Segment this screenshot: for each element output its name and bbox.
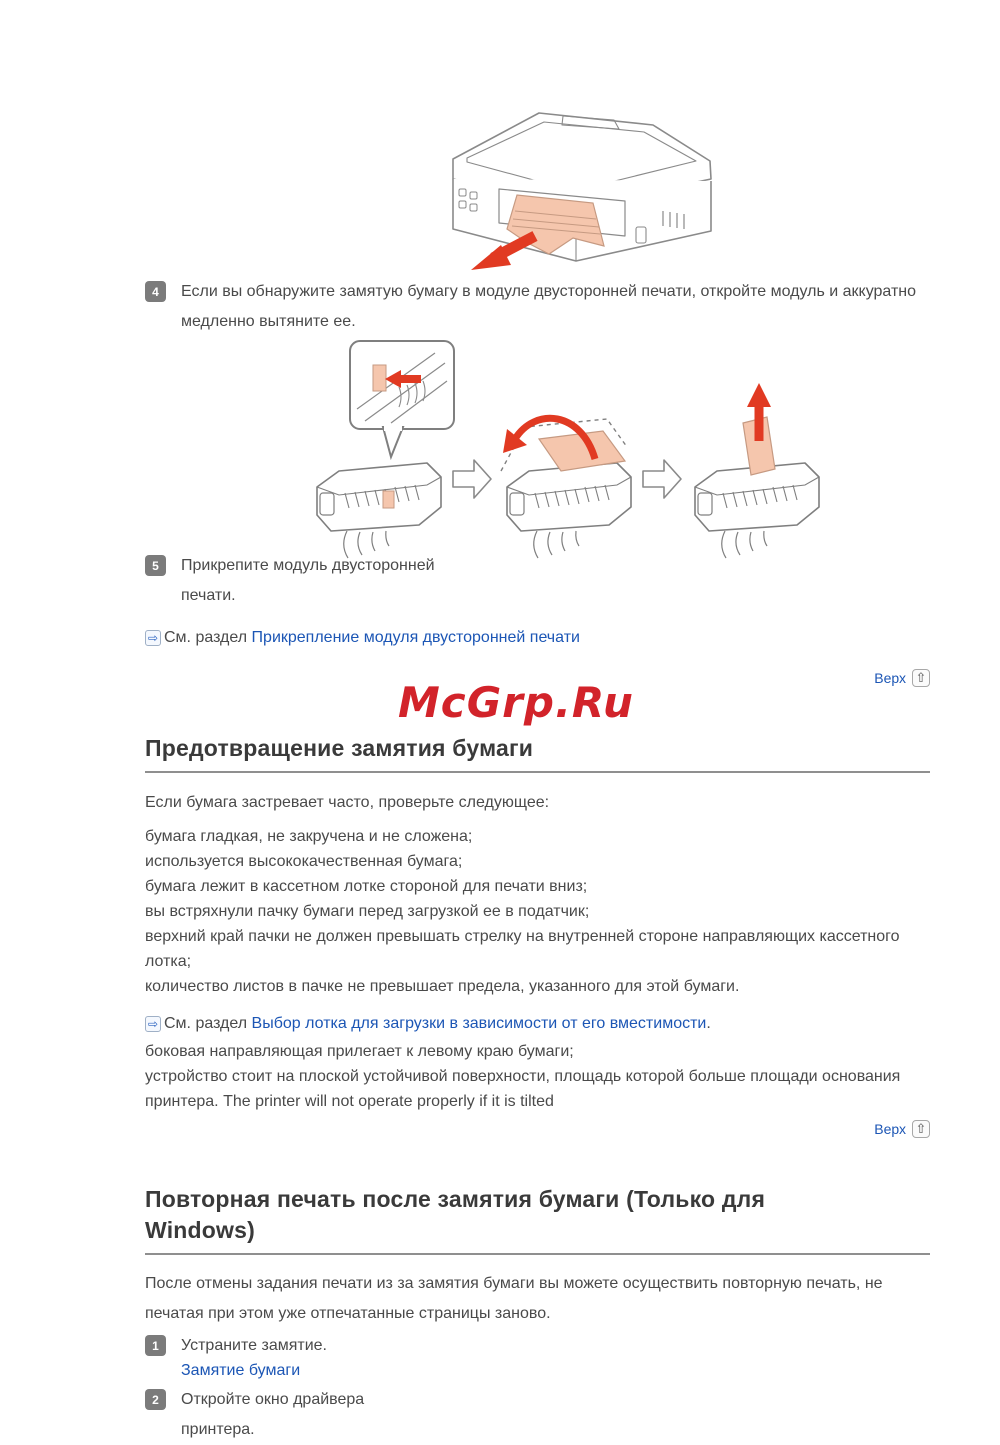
duplex-stage-2 — [501, 418, 631, 558]
see-also-1 — [145, 625, 930, 651]
section-title-reprint: Повторная печать после замятия бумаги (Только для Windows) — [145, 1186, 766, 1243]
site-watermark: McGrp.Ru — [398, 678, 634, 727]
checklist-item: верхний край пачки не должен превышать стрелку на внутренней стороне направляющих кассетного лотка; — [145, 928, 900, 970]
step-number-badge: 5 — [145, 555, 166, 576]
checklist-item: бумага лежит в кассетном лотке стороной для печати вниз; — [145, 878, 588, 895]
back-to-top-link[interactable]: Верх — [874, 1121, 906, 1137]
see-also-suffix: . — [706, 1015, 711, 1032]
step-4 — [145, 277, 930, 337]
sequence-arrow-2 — [643, 460, 681, 498]
duplex-stage-3 — [695, 383, 819, 558]
section2-intro: После отмены задания печати из за замятия бумаги вы можете осуществить повторную печать, не печатая при этом уже отпечатанные страницы заново. — [145, 1275, 883, 1322]
section-title-prevent-jam: Предотвращение замятия бумаги — [145, 735, 534, 761]
printer-jam-figure — [413, 95, 725, 271]
step-number-badge: 4 — [145, 281, 166, 302]
reprint-step-2 — [145, 1385, 930, 1445]
reprint-step-2-text: Откройте окно драйвера принтера. — [181, 1391, 365, 1438]
step-number-badge: 1 — [145, 1335, 166, 1356]
see-also-prefix: См. раздел — [164, 1015, 248, 1032]
sequence-arrow-1 — [453, 460, 491, 498]
section-divider — [145, 1253, 930, 1255]
checklist-item: устройство стоит на плоской устойчивой поверхности, площадь которой больше площади основания принтера. The printer will not operate properly if it is tilted — [145, 1068, 901, 1110]
step-5 — [145, 551, 930, 611]
section1-intro: Если бумага застревает часто, проверьте следующее: — [145, 794, 550, 811]
back-to-top-link[interactable]: Верх — [874, 670, 906, 686]
see-also-prefix: См. раздел — [164, 629, 248, 646]
link-attach-duplex-module[interactable]: Прикрепление модуля двусторонней печати — [251, 629, 580, 646]
callout-box — [350, 341, 454, 457]
reprint-step-1 — [145, 1331, 930, 1359]
see-also-2 — [145, 1011, 930, 1037]
checklist-item: используется высококачественная бумага; — [145, 853, 463, 870]
back-to-top-row — [145, 1118, 930, 1140]
duplex-module-figure — [295, 339, 795, 541]
reprint-step-1-text: Устраните замятие. — [181, 1337, 327, 1354]
checklist-item: боковая направляющая прилегает к левому краю бумаги; — [145, 1043, 574, 1060]
jump-arrow-icon: ⇨ — [145, 1016, 161, 1032]
link-paper-jam[interactable]: Замятие бумаги — [181, 1362, 301, 1379]
checklist-continued — [145, 1039, 930, 1114]
jump-arrow-icon: ⇨ — [145, 630, 161, 646]
checklist-item: вы встряхнули пачку бумаги перед загрузкой ее в податчик; — [145, 903, 590, 920]
checklist-item: количество листов в пачке не превышает предела, указанного для этой бумаги. — [145, 978, 740, 995]
up-arrow-icon[interactable]: ⇧ — [912, 669, 930, 687]
up-arrow-icon[interactable]: ⇧ — [912, 1120, 930, 1138]
duplex-stage-1 — [317, 341, 454, 558]
step-4-text: Если вы обнаружите замятую бумагу в модуле двусторонней печати, откройте модуль и аккуратно медленно вытяните ее. — [181, 283, 917, 330]
checklist-item: бумага гладкая, не закручена и не сложена; — [145, 828, 473, 845]
step-number-badge: 2 — [145, 1389, 166, 1410]
checklist — [145, 824, 930, 999]
link-tray-capacity[interactable]: Выбор лотка для загрузки в зависимости от его вместимости — [251, 1015, 707, 1032]
step-5-text: Прикрепите модуль двусторонней печати. — [181, 557, 435, 604]
section-divider — [145, 771, 930, 773]
